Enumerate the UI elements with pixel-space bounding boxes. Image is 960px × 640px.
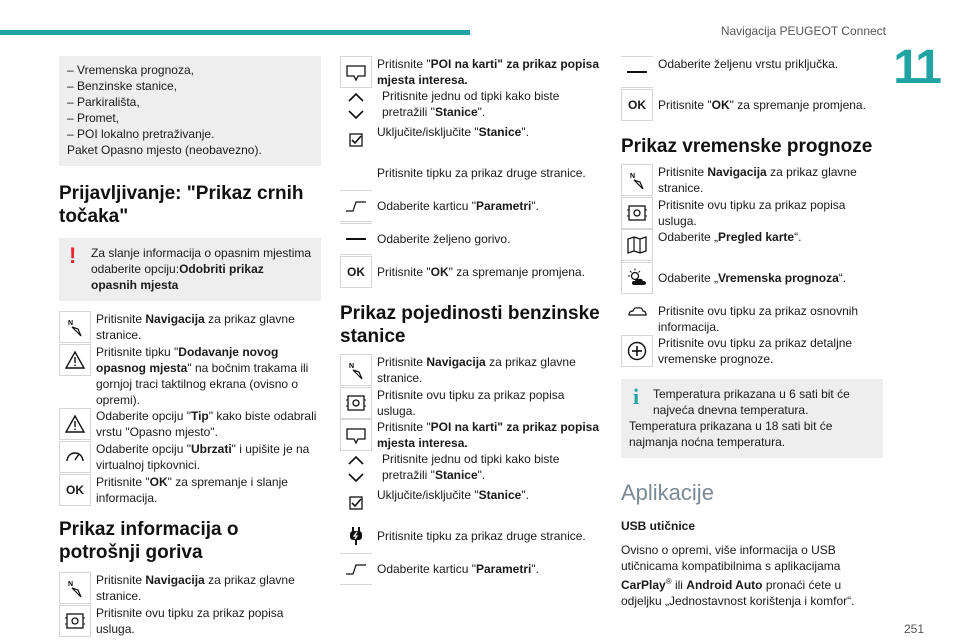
warning-box bbox=[59, 238, 321, 301]
ok-icon: OK bbox=[340, 256, 372, 288]
step-poi: Pritisnite "POI na karti" za prikaz popisa mjesta interesa. bbox=[340, 56, 602, 88]
services-map-icon bbox=[59, 605, 91, 637]
navigation-icon bbox=[340, 354, 372, 386]
header-accent-bar bbox=[0, 30, 470, 35]
ok-icon: OK bbox=[59, 474, 91, 506]
chapter-number: 11 bbox=[893, 41, 940, 94]
svg-text:N: N bbox=[349, 363, 355, 370]
warning-text: Za slanje informacija o opasnim mjestima odaberite opciju:Odobriti prikaz opasnih mjesta bbox=[91, 246, 312, 292]
weather-sun-cloud-icon bbox=[621, 262, 653, 294]
step-add-danger: Pritisnite tipku "Dodavanje novog opasnog mjesta" na bočnim trakama ili gornjoj traci taktilnog ekrana (ovisno o opremi). bbox=[59, 344, 321, 408]
step-basic-info: Pritisnite ovu tipku za prikaz osnovnih informacija. bbox=[621, 295, 883, 335]
list-tail: Paket Opasno mjesto (neobavezno). bbox=[67, 143, 262, 157]
step-parameters-tab: Odaberite karticu "Parametri". bbox=[340, 190, 602, 222]
step-navigation: N Pritisnite Navigacija za prikaz glavne stranice. bbox=[59, 572, 321, 604]
danger-triangle-icon bbox=[59, 344, 91, 376]
step-services: Pritisnite ovu tipku za prikaz popisa usluga. bbox=[621, 197, 883, 229]
step-navigation: N Pritisnite Navigacija za prikaz glavne stranice. bbox=[340, 354, 602, 386]
step-ok: OK Pritisnite "OK" za spremanje promjena. bbox=[340, 256, 602, 288]
list-item: – Benzinske stanice, bbox=[67, 79, 178, 93]
step-type: Odaberite opciju "Tip" kako biste odabrali vrstu "Opasno mjesto". bbox=[59, 408, 321, 440]
section-heading-weather: Prikaz vremenske prognoze bbox=[621, 136, 873, 157]
step-weather: Odaberite „Vremenska prognoza“. bbox=[621, 262, 883, 294]
list-line-icon bbox=[621, 56, 653, 88]
step-toggle-stations: Uključite/isključite "Stanice". bbox=[340, 124, 602, 156]
step-connector-type: Odaberite željenu vrstu priključka. bbox=[621, 56, 883, 88]
section-heading-black-points: Prijavljivanje: "Prikaz crnih točaka" bbox=[59, 183, 304, 227]
section-heading-apps: Aplikacije bbox=[621, 480, 714, 505]
tab-icon bbox=[340, 190, 372, 222]
station-steps bbox=[340, 354, 602, 585]
chevron-up-icon bbox=[340, 451, 372, 469]
column-1 bbox=[59, 56, 321, 638]
step-search-stations: Pritisnite jednu od tipki kako biste pretražili "Stanice". bbox=[340, 88, 602, 124]
charging-plug-icon bbox=[340, 520, 372, 552]
step-navigation: N Pritisnite Navigacija za prikaz glavne stranice. bbox=[621, 164, 883, 196]
svg-text:N: N bbox=[630, 173, 636, 180]
list-item: – Vremenska prognoza, bbox=[67, 63, 194, 77]
page-number: 251 bbox=[903, 622, 924, 636]
step-services: Pritisnite ovu tipku za prikaz popisa usluga. bbox=[59, 605, 321, 637]
svg-text:N: N bbox=[68, 320, 74, 327]
poi-map-icon bbox=[340, 56, 372, 88]
column-2 bbox=[340, 56, 602, 586]
map-icon bbox=[621, 229, 653, 261]
step-toggle-stations: Uključite/isključite "Stanice". bbox=[340, 487, 602, 519]
chevron-down-icon bbox=[340, 106, 372, 124]
section-heading-station: Prikaz pojedinosti benzinske stanice bbox=[340, 303, 600, 347]
step-poi: Pritisnite "POI na karti" za prikaz popisa mjesta interesa. bbox=[340, 419, 602, 451]
services-map-icon bbox=[340, 387, 372, 419]
services-list-box bbox=[59, 56, 321, 166]
fuel-steps bbox=[59, 572, 321, 637]
step-parameters-tab: Odaberite karticu "Parametri". bbox=[340, 553, 602, 585]
warning-icon: ! bbox=[69, 243, 77, 268]
step-next-page: Pritisnite tipku za prikaz druge stranice. bbox=[340, 157, 602, 189]
section-heading-fuel: Prikaz informacija o potrošnji goriva bbox=[59, 519, 239, 563]
plus-circle-icon bbox=[621, 335, 653, 367]
usb-paragraph: Ovisno o opremi, više informacija o USB utičnicama kompatibilnima s aplikacijama CarPlay® ili Android Auto pronaći ćete u odjeljku „Jednostavnost korištenja i komfor“. bbox=[621, 543, 855, 608]
step-ok: OK Pritisnite "OK" za spremanje promjena. bbox=[621, 89, 883, 121]
checkbox-icon bbox=[340, 487, 372, 519]
list-item: – Promet, bbox=[67, 111, 120, 125]
speedometer-icon bbox=[59, 441, 91, 473]
services-map-icon bbox=[621, 197, 653, 229]
step-services: Pritisnite ovu tipku za prikaz popisa usluga. bbox=[340, 387, 602, 419]
tab-icon bbox=[340, 553, 372, 585]
step-detailed-forecast: Pritisnite ovu tipku za prikaz detaljne vremenske prognoze. bbox=[621, 335, 883, 367]
svg-text:N: N bbox=[68, 581, 74, 588]
checkbox-icon bbox=[340, 124, 372, 156]
list-item: – POI lokalno pretraživanje. bbox=[67, 127, 215, 141]
step-speed: Odaberite opciju "Ubrzati" i upišite je na virtualnoj tipkovnici. bbox=[59, 441, 321, 473]
list-line-icon bbox=[340, 223, 372, 255]
step-navigation: N Pritisnite Navigacija za prikaz glavne stranice. bbox=[59, 311, 321, 343]
navigation-icon bbox=[621, 164, 653, 196]
navigation-icon bbox=[59, 572, 91, 604]
step-next-page: Pritisnite tipku za prikaz druge stranice. bbox=[340, 520, 602, 552]
navigation-icon bbox=[59, 311, 91, 343]
info-icon: i bbox=[633, 384, 640, 409]
next-page-icon bbox=[340, 157, 372, 189]
column-3 bbox=[621, 56, 883, 609]
step-map-view: Odaberite „Pregled karte“. bbox=[621, 229, 883, 261]
ok-icon: OK bbox=[621, 89, 653, 121]
black-points-steps bbox=[59, 311, 321, 506]
danger-triangle-icon bbox=[59, 408, 91, 440]
step-select-fuel: Odaberite željeno gorivo. bbox=[340, 223, 602, 255]
running-header: Navigacija PEUGEOT Connect bbox=[720, 24, 886, 38]
usb-title: USB utičnice bbox=[621, 519, 696, 533]
chevron-down-icon bbox=[340, 469, 372, 487]
poi-map-icon bbox=[340, 419, 372, 451]
step-search-stations: Pritisnite jednu od tipki kako biste pretražili "Stanice". bbox=[340, 451, 602, 487]
cloud-icon bbox=[621, 295, 653, 327]
chevron-up-icon bbox=[340, 88, 372, 106]
step-ok: OK Pritisnite "OK" za spremanje i slanje informacija. bbox=[59, 474, 321, 506]
info-box: i Temperatura prikazana u 6 sati bit će najveća dnevna temperatura. Temperatura prikazana u 18 sati bit će najmanja noćna temperatura. bbox=[621, 379, 883, 458]
weather-steps bbox=[621, 164, 883, 367]
list-item: – Parkirališta, bbox=[67, 95, 140, 109]
